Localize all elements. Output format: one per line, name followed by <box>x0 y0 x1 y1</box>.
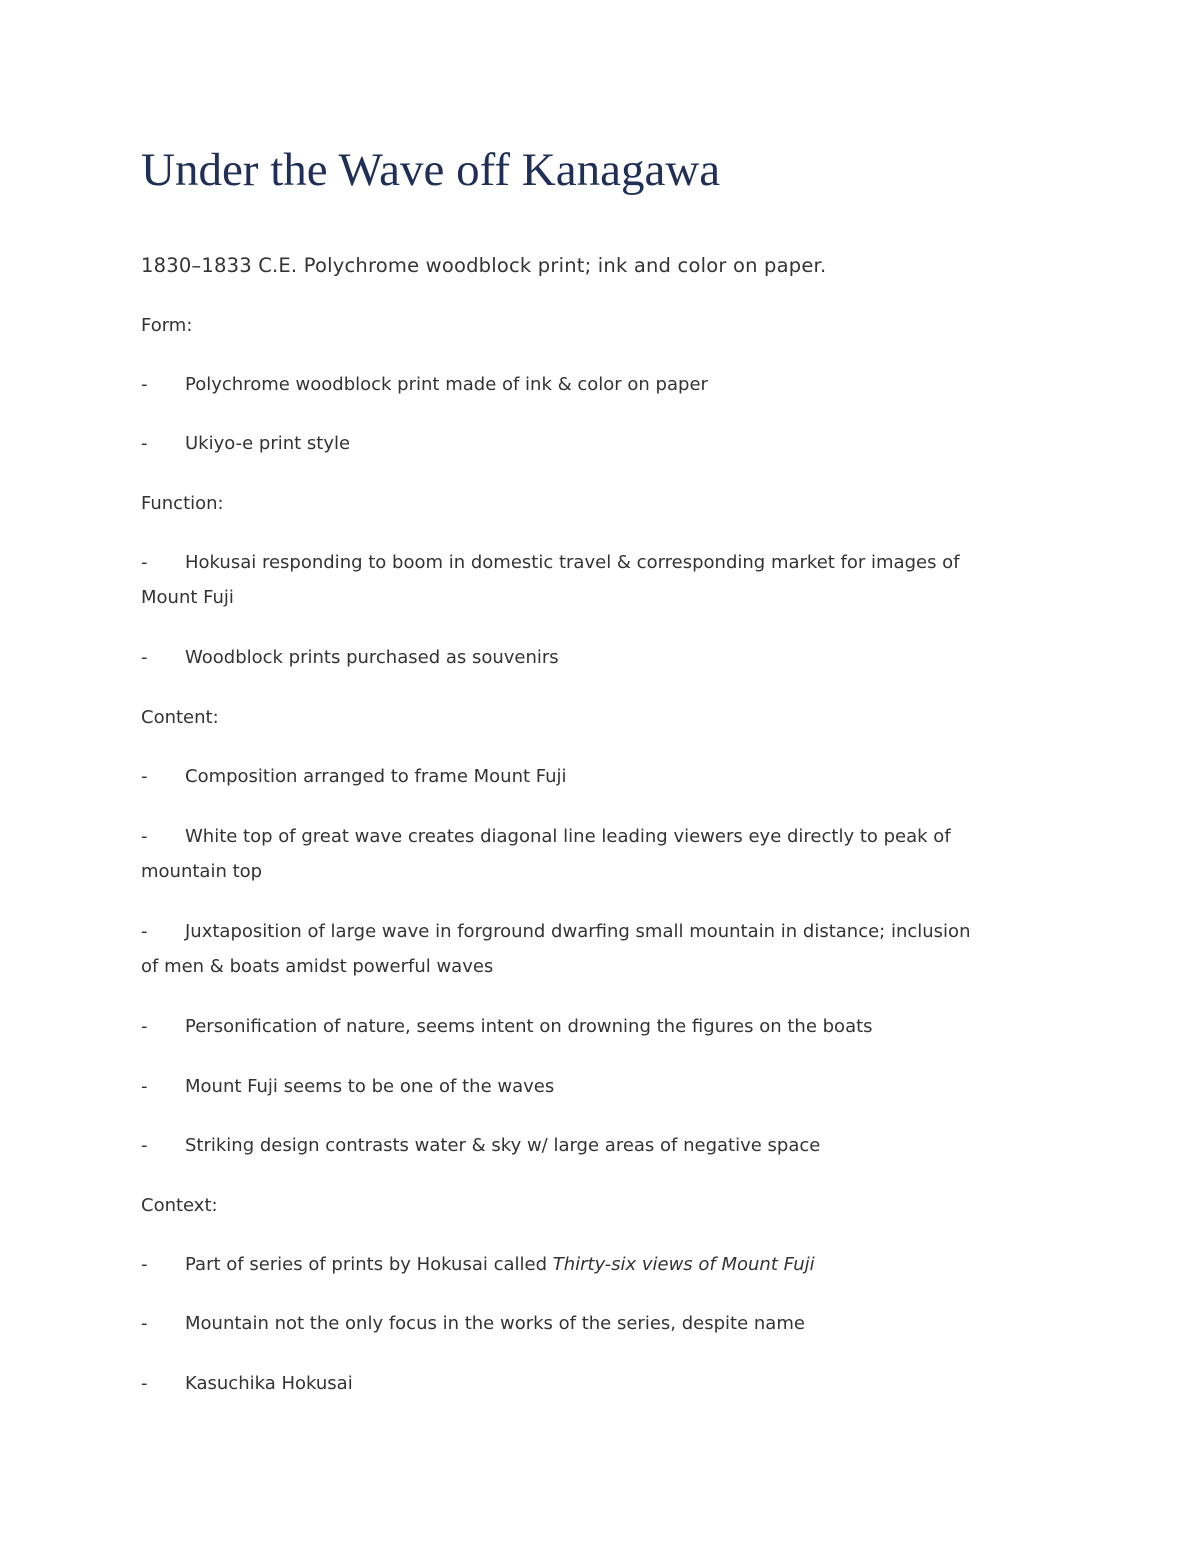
bullet-dash: - <box>141 1135 148 1156</box>
list-item-text: Kasuchika Hokusai <box>185 1373 353 1394</box>
list-item-text: Composition arranged to frame Mount Fuji <box>185 766 567 787</box>
section-heading-form: Form: <box>141 315 193 336</box>
list-item-text: Polychrome woodblock print made of ink & color on paper <box>185 374 708 395</box>
section-heading-function: Function: <box>141 493 224 514</box>
list-item-text: White top of great wave creates diagonal line leading viewers eye directly to peak of <box>185 826 951 847</box>
bullet-dash: - <box>141 1254 148 1275</box>
bullet-dash: - <box>141 1373 148 1394</box>
bullet-dash: - <box>141 921 148 942</box>
bullet-dash: - <box>141 766 148 787</box>
bullet-dash: - <box>141 374 148 395</box>
list-item-text: Striking design contrasts water & sky w/ large areas of negative space <box>185 1135 821 1156</box>
list-item-text: Part of series of prints by Hokusai called <box>185 1254 553 1275</box>
bullet-dash: - <box>141 552 148 573</box>
list-item <box>141 367 1061 402</box>
bullet-dash: - <box>141 1313 148 1334</box>
list-item <box>141 545 1061 615</box>
list-item <box>141 1009 1061 1044</box>
list-item-text: Juxtaposition of large wave in forground dwarfing small mountain in distance; inclusion <box>185 921 971 942</box>
list-item <box>141 819 1061 889</box>
list-item-text: Hokusai responding to boom in domestic travel & corresponding market for images of <box>185 552 960 573</box>
list-item-text: Mount Fuji seems to be one of the waves <box>185 1076 555 1097</box>
list-item <box>141 426 1061 461</box>
section-heading-content: Content: <box>141 707 219 728</box>
bullet-dash: - <box>141 647 148 668</box>
document-title: Under the Wave off Kanagawa <box>141 144 721 196</box>
list-item <box>141 1306 1061 1341</box>
section-heading-context: Context: <box>141 1195 218 1216</box>
bullet-dash: - <box>141 433 148 454</box>
list-item-text: Ukiyo-e print style <box>185 433 351 454</box>
list-item-text-continued: Mount Fuji <box>141 587 234 608</box>
list-item <box>141 914 1061 984</box>
artwork-metadata: 1830–1833 C.E. Polychrome woodblock print; ink and color on paper. <box>141 254 827 277</box>
list-item-text-continued: mountain top <box>141 861 263 882</box>
list-item <box>141 1128 1061 1163</box>
series-title: Thirty-six views of Mount Fuji <box>552 1254 815 1275</box>
list-item <box>141 1366 1061 1401</box>
list-item-text: Personification of nature, seems intent on drowning the figures on the boats <box>185 1016 873 1037</box>
bullet-dash: - <box>141 1016 148 1037</box>
list-item <box>141 1247 1061 1282</box>
list-item-text: Woodblock prints purchased as souvenirs <box>185 647 559 668</box>
list-item <box>141 759 1061 794</box>
bullet-dash: - <box>141 1076 148 1097</box>
bullet-dash: - <box>141 826 148 847</box>
list-item <box>141 640 1061 675</box>
list-item-text-continued: of men & boats amidst powerful waves <box>141 956 494 977</box>
list-item <box>141 1069 1061 1104</box>
list-item-text: Mountain not the only focus in the works of the series, despite name <box>185 1313 805 1334</box>
